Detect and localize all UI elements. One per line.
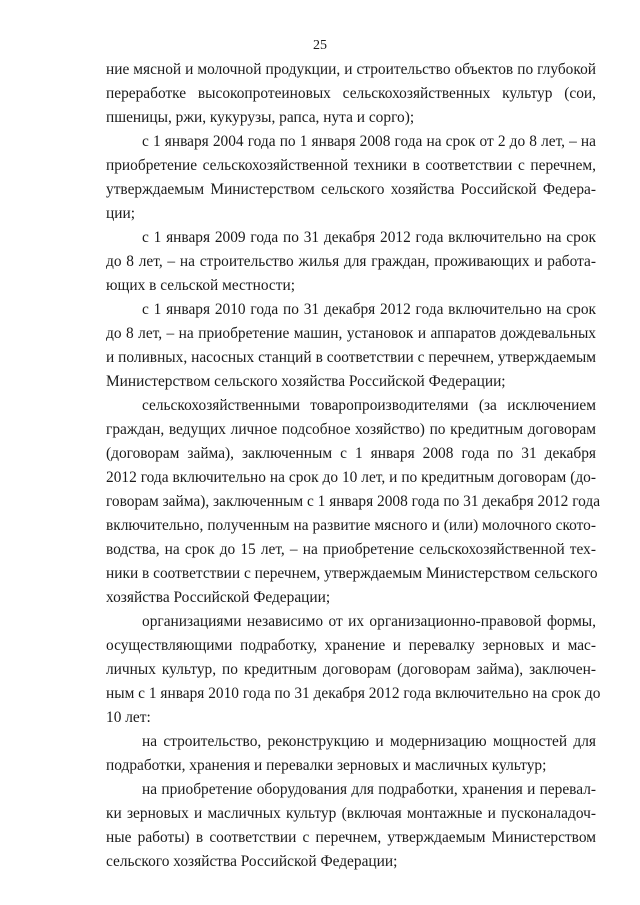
text-line: ние мясной и молочной продукции, и строительство объектов по глубокой: [106, 61, 596, 78]
text-line: 2012 года включительно на срок до 10 лет, и по кредитным договорам (до-: [106, 469, 596, 486]
text-line: ники в соответствии с перечнем, утверждаемым Министерством сельского: [106, 565, 598, 582]
text-line: хозяйства Российской Федерации;: [106, 589, 331, 606]
text-line: с 1 января 2010 года по 31 декабря 2012 года включительно на срок: [142, 301, 596, 318]
text-line: утверждаемым Министерством сельского хозяйства Российской Федера-: [106, 181, 596, 198]
text-line: включительно, полученным на развитие мясного и (или) молочного ското-: [106, 517, 596, 534]
text-line: на приобретение оборудования для подработки, хранения и перевал-: [142, 781, 596, 798]
text-line: переработке высокопротеиновых сельскохозяйственных культур (сои,: [106, 85, 596, 102]
text-line: организациями независимо от их организационно-правовой формы,: [142, 613, 596, 630]
page-number: 25: [313, 38, 327, 53]
text-line: ным с 1 января 2010 года по 31 декабря 2012 года включительно на срок до: [106, 685, 601, 702]
text-line: до 8 лет, – на приобретение машин, установок и аппаратов дождевальных: [106, 325, 596, 342]
text-line: (договорам займа), заключенным с 1 января 2008 года по 31 декабря: [106, 445, 596, 462]
text-line: 10 лет:: [106, 709, 151, 726]
text-line: подработки, хранения и перевалки зерновых и масличных культур;: [106, 757, 547, 774]
text-line: говорам займа), заключенным с 1 января 2008 года по 31 декабря 2012 года: [106, 493, 601, 510]
text-line: ки зерновых и масличных культур (включая монтажные и пусконаладоч-: [106, 805, 596, 822]
text-line: на строительство, реконструкцию и модернизацию мощностей для: [142, 733, 596, 750]
text-line: сельскохозяйственными товаропроизводителями (за исключением: [142, 397, 596, 414]
text-line: сельского хозяйства Российской Федерации;: [106, 853, 398, 870]
text-line: ющих в сельской местности;: [106, 277, 295, 294]
text-line: приобретение сельскохозяйственной техники в соответствии с перечнем,: [106, 157, 596, 174]
text-line: осуществляющими подработку, хранение и перевалку зерновых и мас-: [106, 637, 596, 654]
text-line: и поливных, насосных станций в соответствии с перечнем, утверждаемым: [106, 349, 596, 366]
text-line: ции;: [106, 205, 135, 222]
text-line: до 8 лет, – на строительство жилья для граждан, проживающих и работа-: [106, 253, 596, 270]
text-line: личных культур, по кредитным договорам (договорам займа), заключен-: [106, 661, 596, 678]
text-line: водства, на срок до 15 лет, – на приобретение сельскохозяйственной тех-: [106, 541, 596, 558]
text-line: с 1 января 2004 года по 1 января 2008 года на срок от 2 до 8 лет, – на: [142, 133, 596, 150]
text-line: Министерством сельского хозяйства Российской Федерации;: [106, 373, 506, 390]
text-line: с 1 января 2009 года по 31 декабря 2012 года включительно на срок: [142, 229, 596, 246]
text-line: ные работы) в соответствии с перечнем, утверждаемым Министерством: [106, 829, 596, 846]
text-line: граждан, ведущих личное подсобное хозяйство) по кредитным договорам: [106, 421, 596, 438]
body-text: [106, 58, 601, 874]
text-line: пшеницы, ржи, кукурузы, рапса, нута и сорго);: [106, 109, 415, 126]
